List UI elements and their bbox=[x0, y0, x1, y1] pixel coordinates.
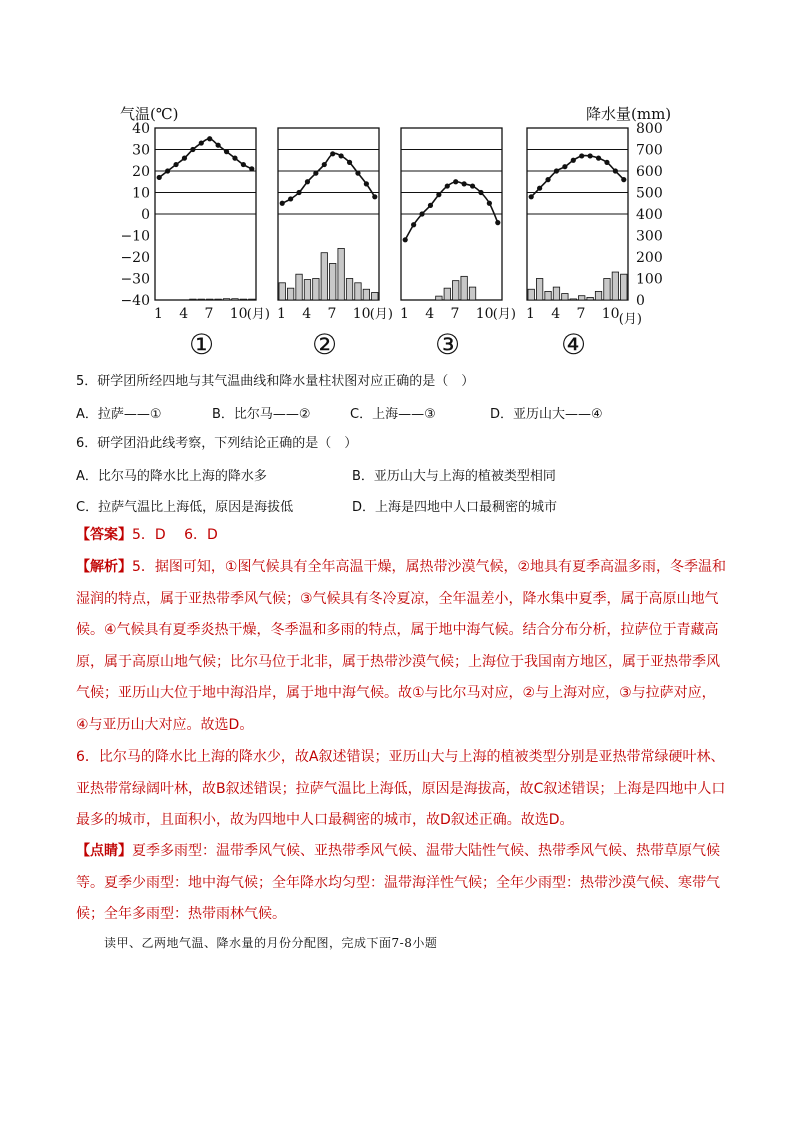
precipitation-bar bbox=[372, 292, 378, 300]
q6-option-a[interactable]: A．比尔马的降水比上海的降水多 bbox=[76, 469, 267, 484]
temperature-point bbox=[462, 181, 467, 186]
temperature-point bbox=[347, 160, 352, 165]
precipitation-bar bbox=[304, 280, 310, 300]
temperature-point bbox=[224, 149, 229, 154]
month-tick-label: 4 bbox=[551, 306, 561, 322]
temperature-point bbox=[545, 177, 550, 182]
temperature-curve bbox=[159, 139, 252, 178]
precipitation-bar bbox=[587, 297, 593, 300]
precipitation-bar bbox=[346, 279, 352, 301]
temperature-point bbox=[330, 151, 335, 156]
temperature-point bbox=[428, 203, 433, 208]
precipitation-bar bbox=[621, 274, 627, 300]
analysis-paragraph-2 bbox=[76, 742, 726, 837]
precipitation-tick-label: 600 bbox=[636, 164, 663, 180]
temperature-point bbox=[613, 168, 618, 173]
question-6-stem: 6．研学团沿此线考察，下列结论正确的是（ ） bbox=[76, 436, 358, 451]
temperature-point bbox=[322, 162, 327, 167]
precipitation-tick-label: 400 bbox=[636, 207, 663, 223]
month-tick-label: 7 bbox=[204, 306, 214, 322]
precipitation-bar bbox=[453, 281, 459, 300]
temperature-tick-label: 20 bbox=[132, 164, 150, 180]
temperature-point bbox=[562, 164, 567, 169]
precipitation-bar bbox=[436, 296, 442, 300]
precipitation-bar bbox=[207, 299, 213, 300]
temperature-point bbox=[288, 196, 293, 201]
temperature-point bbox=[537, 186, 542, 191]
temperature-point bbox=[411, 222, 416, 227]
precipitation-tick-label: 500 bbox=[636, 185, 663, 202]
precipitation-bar bbox=[223, 299, 229, 300]
q5-option-c[interactable]: C．上海——③ bbox=[350, 407, 436, 422]
precipitation-bar bbox=[330, 263, 336, 300]
temperature-point bbox=[165, 168, 170, 173]
precipitation-bar bbox=[296, 274, 302, 300]
temperature-point bbox=[554, 168, 559, 173]
precipitation-tick-label: 800 bbox=[636, 121, 663, 137]
precipitation-tick-label: 700 bbox=[636, 142, 663, 159]
month-tick-label: 1 bbox=[277, 306, 286, 322]
q6-option-c[interactable]: C．拉萨气温比上海低，原因是海拔低 bbox=[76, 500, 294, 515]
temperature-point bbox=[339, 153, 344, 158]
temperature-tick-label: 40 bbox=[132, 121, 150, 137]
month-tick-label: 4 bbox=[179, 306, 189, 322]
precipitation-bar bbox=[570, 299, 576, 300]
precipitation-bar bbox=[279, 283, 285, 300]
precipitation-bar bbox=[528, 289, 534, 300]
analysis-text-1: 5．据图可知，①图气候具有全年高温干燥，属热带沙漠气候，②地具有夏季高温多雨，冬季温和湿润的特点，属于亚热带季风气候；③气候具有冬冷夏凉，全年温差小，降水集中夏季，属于高原山地气候。④气候具有夏季炎热干燥，冬季温和多雨的特点，属于地中海气候。结合分布分析，拉萨位于青藏高原，属于高原山地气候；比尔马位于北非，属于热带沙漠气候；上海位于我国南方地区，属于亚热带季风气候；亚历山大位于地中海沿岸，属于地中海气候。故①与比尔马对应，②与上海对应，③与拉萨对应，④与亚历山大对应。故选D。 bbox=[76, 559, 727, 733]
month-unit-label: (月) bbox=[369, 307, 393, 322]
left-axis-ticks bbox=[120, 121, 150, 309]
temperature-point bbox=[495, 220, 500, 225]
left-axis-title: 气温(℃) bbox=[120, 105, 179, 123]
precipitation-tick-label: 100 bbox=[636, 271, 663, 288]
panel-number-label: ② bbox=[311, 328, 338, 361]
q6-option-d[interactable]: D．上海是四地中人口最稠密的城市 bbox=[352, 500, 558, 515]
precipitation-tick-label: 300 bbox=[636, 228, 663, 245]
tips-paragraph bbox=[76, 836, 726, 931]
temperature-tick-label: −20 bbox=[120, 250, 150, 266]
temperature-point bbox=[403, 237, 408, 242]
temperature-point bbox=[604, 160, 609, 165]
temperature-point bbox=[249, 166, 254, 171]
precipitation-bar bbox=[461, 276, 467, 300]
month-tick-label: 1 bbox=[526, 306, 535, 322]
analysis-paragraph-1 bbox=[76, 552, 726, 741]
temperature-point bbox=[571, 158, 576, 163]
temperature-point bbox=[216, 143, 221, 148]
temperature-curve bbox=[531, 156, 624, 197]
temperature-point bbox=[419, 211, 424, 216]
month-tick-label: 10 bbox=[352, 306, 371, 322]
climate-charts-figure bbox=[0, 0, 794, 365]
precipitation-bar bbox=[363, 289, 369, 300]
temperature-tick-label: 0 bbox=[141, 207, 150, 223]
climate-chart-panel bbox=[277, 128, 393, 361]
q6-option-b[interactable]: B．亚历山大与上海的植被类型相同 bbox=[352, 469, 556, 484]
q5-option-d[interactable]: D．亚历山大——④ bbox=[490, 407, 603, 422]
temperature-point bbox=[621, 177, 626, 182]
temperature-point bbox=[280, 201, 285, 206]
temperature-point bbox=[313, 171, 318, 176]
temperature-point bbox=[596, 156, 601, 161]
temperature-point bbox=[232, 156, 237, 161]
month-tick-label: 1 bbox=[154, 306, 163, 322]
month-tick-label: 4 bbox=[425, 306, 435, 322]
month-tick-label: 10 bbox=[229, 306, 248, 322]
temperature-point bbox=[470, 183, 475, 188]
next-question-intro: 读甲、乙两地气温、降水量的月份分配图，完成下面7-8小题 bbox=[104, 936, 438, 950]
answer-line bbox=[76, 524, 218, 544]
tips-tag: 【点睛】 bbox=[76, 843, 132, 859]
temperature-point bbox=[478, 190, 483, 195]
precipitation-tick-label: 0 bbox=[636, 293, 645, 309]
q5-option-a[interactable]: A．拉萨——① bbox=[76, 407, 162, 422]
precipitation-bar bbox=[313, 279, 319, 301]
temperature-tick-label: −40 bbox=[120, 293, 150, 309]
precipitation-bar bbox=[595, 291, 601, 300]
tips-text: 夏季多雨型：温带季风气候、亚热带季风气候、温带大陆性气候、热带季风气候、热带草原气候等。夏季少雨型：地中海气候；全年降水均匀型：温带海洋性气候；全年少雨型：热带沙漠气候、寒带气候；全年多雨型：热带雨林气候。 bbox=[76, 843, 720, 922]
temperature-point bbox=[579, 153, 584, 158]
climate-chart-panel bbox=[526, 128, 642, 361]
month-unit-label: (月) bbox=[246, 307, 270, 322]
right-axis-title: 降水量(mm) bbox=[586, 105, 672, 123]
month-tick-label: 1 bbox=[400, 306, 409, 322]
temperature-point bbox=[445, 183, 450, 188]
answer-tag: 【答案】 bbox=[76, 527, 132, 543]
precipitation-bar bbox=[469, 287, 475, 300]
precipitation-bar bbox=[579, 296, 585, 300]
precipitation-bar bbox=[287, 288, 293, 300]
analysis-text-2: 6．比尔马的降水比上海的降水少，故A叙述错误；亚历山大与上海的植被类型分别是亚热带常绿硬叶林、亚热带常绿阔叶林，故B叙述错误；拉萨气温比上海低，原因是海拔高，故C叙述错误；上海是四地中人口最多的城市，且面积小，故为四地中人口最稠密的城市，故D叙述正确。故选D。 bbox=[76, 749, 726, 828]
month-tick-label: 7 bbox=[327, 306, 337, 322]
right-axis-ticks bbox=[636, 121, 663, 309]
precipitation-bar bbox=[604, 279, 610, 301]
question-5-stem: 5．研学团所经四地与其气温曲线和降水量柱状图对应正确的是（ ） bbox=[76, 374, 475, 389]
temperature-tick-label: −30 bbox=[120, 271, 150, 288]
month-tick-label: 7 bbox=[450, 306, 460, 322]
precipitation-bar bbox=[240, 299, 246, 300]
precipitation-bar bbox=[249, 299, 255, 300]
precipitation-bar bbox=[562, 294, 568, 300]
precipitation-bar bbox=[215, 299, 221, 300]
month-tick-label: 4 bbox=[302, 306, 312, 322]
temperature-point bbox=[487, 201, 492, 206]
month-unit-label: (月) bbox=[618, 312, 642, 327]
temperature-curve bbox=[405, 182, 498, 240]
precipitation-bar bbox=[338, 248, 344, 300]
precipitation-bar bbox=[321, 253, 327, 300]
temperature-point bbox=[199, 140, 204, 145]
temperature-point bbox=[207, 136, 212, 141]
q5-option-b[interactable]: B．比尔马——② bbox=[212, 407, 311, 422]
temperature-point bbox=[588, 153, 593, 158]
temperature-point bbox=[173, 162, 178, 167]
month-tick-label: 10 bbox=[601, 306, 620, 322]
panel-number-label: ① bbox=[188, 328, 215, 361]
month-tick-label: 7 bbox=[576, 306, 586, 322]
panel-number-label: ③ bbox=[434, 328, 461, 361]
precipitation-bar bbox=[612, 272, 618, 300]
climate-chart-panel bbox=[400, 128, 516, 361]
precipitation-bar bbox=[545, 291, 551, 300]
month-unit-label: (月) bbox=[492, 307, 516, 322]
temperature-tick-label: 30 bbox=[132, 142, 150, 159]
analysis-tag: 【解析】 bbox=[76, 559, 132, 575]
temperature-point bbox=[355, 171, 360, 176]
precipitation-tick-label: 200 bbox=[636, 250, 663, 266]
temperature-point bbox=[241, 162, 246, 167]
temperature-point bbox=[372, 194, 377, 199]
temperature-point bbox=[190, 147, 195, 152]
month-tick-label: 10 bbox=[475, 306, 494, 322]
climate-chart-panel bbox=[154, 128, 270, 361]
temperature-tick-label: 10 bbox=[132, 185, 150, 202]
precipitation-bar bbox=[355, 283, 361, 300]
precipitation-bar bbox=[232, 299, 238, 300]
precipitation-bar bbox=[536, 279, 542, 301]
panel-number-label: ④ bbox=[560, 328, 587, 361]
temperature-point bbox=[436, 192, 441, 197]
temperature-point bbox=[182, 156, 187, 161]
temperature-curve bbox=[282, 153, 375, 203]
precipitation-bar bbox=[444, 288, 450, 300]
temperature-tick-label: −10 bbox=[120, 228, 150, 245]
precipitation-bar bbox=[198, 299, 204, 300]
temperature-point bbox=[453, 179, 458, 184]
answer-text: 5．D 6．D bbox=[132, 527, 218, 543]
chart-panels bbox=[154, 128, 642, 361]
temperature-point bbox=[296, 190, 301, 195]
temperature-point bbox=[364, 181, 369, 186]
precipitation-bar bbox=[553, 287, 559, 300]
temperature-point bbox=[305, 179, 310, 184]
temperature-point bbox=[157, 175, 162, 180]
temperature-point bbox=[529, 194, 534, 199]
precipitation-bar bbox=[190, 299, 196, 300]
